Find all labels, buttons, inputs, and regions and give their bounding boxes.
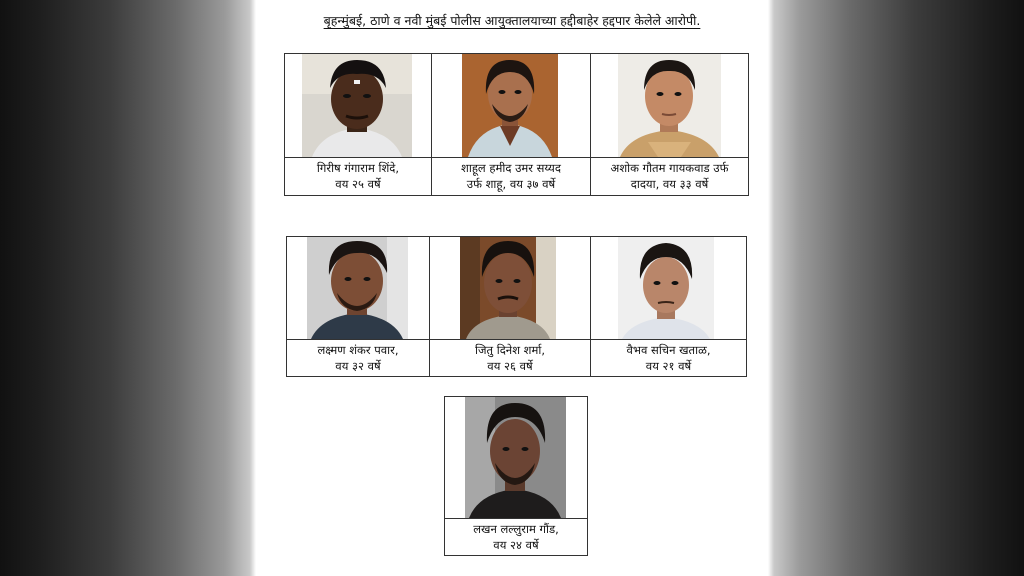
photo-cell-4: [287, 237, 430, 340]
photo-cell-3: [591, 54, 749, 158]
accused-name: गिरीष गंगाराम शिंदे,: [316, 161, 400, 175]
photo-cell-7: [445, 397, 588, 519]
accused-age: वय २४ वर्षे: [493, 538, 539, 552]
accused-name: जितु दिनेश शर्मा,: [475, 343, 545, 357]
accused-photo-4: [307, 237, 408, 339]
accused-photo-3: [618, 54, 721, 157]
photo-cell-2: [432, 54, 591, 158]
accused-name: लखन लल्लुराम गौंड,: [473, 522, 559, 536]
accused-name: वैभव सचिन खताळ,: [626, 343, 711, 357]
accused-name: अशोक गौतम गायकवाड उर्फ: [610, 161, 729, 175]
accused-age: वय २६ वर्षे: [487, 359, 533, 373]
accused-name: शाहूल हमीद उमर सय्यद: [461, 161, 561, 175]
photo-cell-5: [430, 237, 591, 340]
accused-age: वय २१ वर्षे: [645, 359, 692, 373]
caption-4: [287, 340, 430, 377]
accused-photo-7: [465, 397, 566, 518]
accused-photo-5: [460, 237, 556, 339]
caption-3: [591, 158, 749, 196]
caption-2: [432, 158, 591, 196]
caption-7: [445, 519, 588, 556]
caption-5: [430, 340, 591, 377]
photo-cell-1: [285, 54, 432, 158]
accused-photo-2: [462, 54, 558, 157]
caption-1: [285, 158, 432, 196]
accused-age: वय २५ वर्षे: [335, 177, 381, 191]
accused-table-row3: [444, 396, 588, 556]
accused-age: वय ३२ वर्षे: [335, 359, 381, 373]
accused-name: लक्ष्मण शंकर पवार,: [317, 343, 399, 357]
accused-age: उर्फ शाहू, वय ३७ वर्षे: [466, 177, 556, 191]
document-title: बृहन्मुंबई, ठाणे व नवी मुंबई पोलीस आयुक्तालयाच्या हद्दीबाहेर हद्दपार केलेले आरोपी.: [323, 13, 701, 28]
accused-table-row1: [284, 53, 749, 196]
photo-cell-6: [591, 237, 747, 340]
accused-photo-6: [618, 237, 714, 339]
accused-age: दादया, वय ३३ वर्षे: [630, 177, 709, 191]
document-page: [256, 0, 768, 576]
caption-6: [591, 340, 747, 377]
accused-table-row2: [286, 236, 747, 377]
accused-photo-1: [302, 54, 412, 157]
